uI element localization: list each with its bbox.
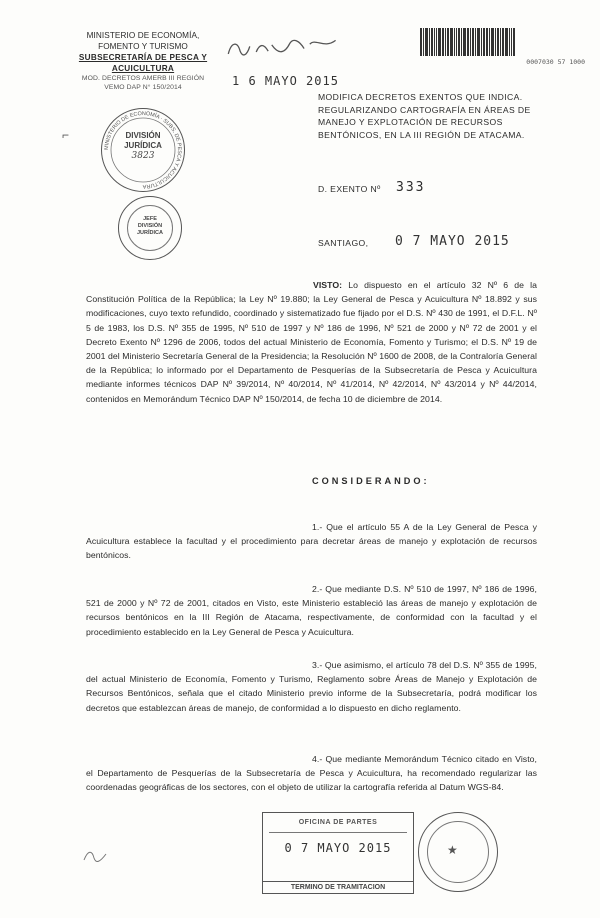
decree-date-stamp: 0 7 MAYO 2015 [395,234,510,249]
item-text: Que mediante Memorándum Técnico citado en Visto, el Departamento de Pesquerías de la Subsecretaría de Pesca y Acuicultura, ha recomendado regularizar las coordenadas geográficas de los sectores, con el objeto de utilizar la cartografía referida al Datum WGS-84. [86,754,537,793]
termino-tramitacion-label: TERMINO DE TRAMITACION [263,881,413,893]
stamp-division-line2: JURÍDICA [124,141,162,150]
reception-date-stamp: 1 6 MAYO 2015 [232,74,339,88]
seal-star-icon: ★ [447,843,458,857]
stamp-jefe-line2: DIVISIÓN [137,223,163,229]
visto-paragraph [86,278,537,406]
item-text: Que mediante D.S. Nº 510 de 1997, Nº 186 de 1996, 521 de 2000 y Nº 72 de 2001, citados en Visto, este Ministerio estableció las áreas de manejo y explotación de recursos bentónicos en la III Región de Atacama, respectivamente, de conformidad con la facultad y el procedimiento establecido en la Ley General de Pesca y Acuicultura. [86,584,537,637]
visto-text: Lo dispuesto en el artículo 32 Nº 6 de la Constitución Política de la República; la Ley Nº 19.880; la Ley General de Pesca y Acuicultura Nº 18.892 y sus modificaciones, cuyo texto refundido, coordinado y sistematizado fue fijado por el D.S. Nº 430 de 1991, el D.F.L. Nº 5 de 1983, los D.S. Nº 355 de 1995, Nº 510 de 1997 y Nº 186 de 1996, Nº 521 de 2000 y Nº 72 de 2001 y el Decreto Exento Nº 1296 de 2006, todos del actual Ministerio de Economía, Fomento y Turismo; el D.S. Nº 19 de 2001 del Ministerio Secretaría General de la Presidencia; la Resolución Nº 1600 de 2008, de la Contraloría General de la República; lo informado por el Departamento de Pesquerías de la Subsecretaría de Pesca y Acuicultura mediante informes técnicos DAP Nº 39/2014, Nº 40/2014, Nº 41/2014, Nº 42/2014, Nº 43/2014 y Nº 44/2014, contenidos en Memorándum Técnico DAP Nº 150/2014, de fecha 10 de diciembre de 2014. [86,280,538,404]
margin-initials [82,848,108,871]
oficina-partes-stamp [262,812,414,894]
stamp-jefe-line3: JURÍDICA [137,230,163,236]
letterhead-reference: MOD. DECRETOS AMERB III REGIÓN [81,75,205,82]
letterhead-ministry: MINISTERIO DE ECONOMÍA, [86,31,200,40]
decree-number: 333 [396,180,426,195]
contraloria-round-stamp [418,812,498,892]
considerando-item-2 [86,582,537,639]
considerando-heading: CONSIDERANDO: [312,476,430,486]
barcode-bars [420,28,585,56]
decree-subject: MODIFICA DECRETOS EXENTOS QUE INDICA. REGULARIZANDO CARTOGRAFÍA EN ÁREAS DE MANEJO Y EXPLOTACIÓN DE RECURSOS BENTÓNICOS, EN LA III REGIÓN DE ATACAMA. [318,92,531,140]
signature-scribble-icon [223,30,344,62]
initials-scribble-icon [82,848,108,866]
item-text: Que asimismo, el artículo 78 del D.S. Nº 355 de 1995, del actual Ministerio de Economía, Fomento y Turismo, Reglamento sobre Áreas de Manejo y Explotación de Recursos Bentónicos, señala que el citado Ministerio previo informe de la Subsecretaría, podrá modificar los decretos que establezcan áreas de manejo, de conformidad a lo dispuesto en dicho reglamento. [86,660,537,713]
letterhead-ministry-2: FOMENTO Y TURISMO [98,42,188,51]
item-number: 2.- [312,584,323,594]
barcode [420,28,585,68]
considerando-item-3 [86,658,537,715]
item-number: 3.- [312,660,323,670]
barcode-caption: 0007030 57 1000 [526,58,585,66]
decree-number-label: D. EXENTO Nº [318,184,381,194]
jefe-division-stamp [118,196,182,260]
stamp-division-line1: DIVISIÓN [125,131,161,140]
considerando-item-1 [86,520,537,563]
item-number: 1.- [312,522,323,532]
stamp-division-number: 3823 [131,151,155,161]
letterhead-memo: VEMO DAP N° 150/2014 [104,84,182,91]
visto-label: VISTO: [313,280,343,290]
letterhead-subsecretaria: SUBSECRETARÍA DE PESCA Y ACUICULTURA [78,53,208,73]
termino-date: 0 7 MAYO 2015 [284,841,392,855]
oficina-partes-label: OFICINA DE PARTES [298,819,378,826]
margin-mark: ⌐ [62,128,70,142]
stamp-jefe-line1: JEFE [143,216,157,222]
division-juridica-stamp [101,108,185,192]
item-number: 4.- [312,754,323,764]
stamp-ring-text: MINISTERIO DE ECONOMÍA · SUBS. DE PESCA Y ACUICULTURA [103,110,183,190]
letterhead [58,30,228,92]
item-text: Que el artículo 55 A de la Ley General de Pesca y Acuicultura establece la facultad y el procedimiento para decretar áreas de manejo y explotación de recursos bentónicos. [86,522,537,561]
handwritten-initials [223,30,345,66]
place-label: SANTIAGO, [318,238,369,248]
considerando-item-4 [86,752,537,795]
